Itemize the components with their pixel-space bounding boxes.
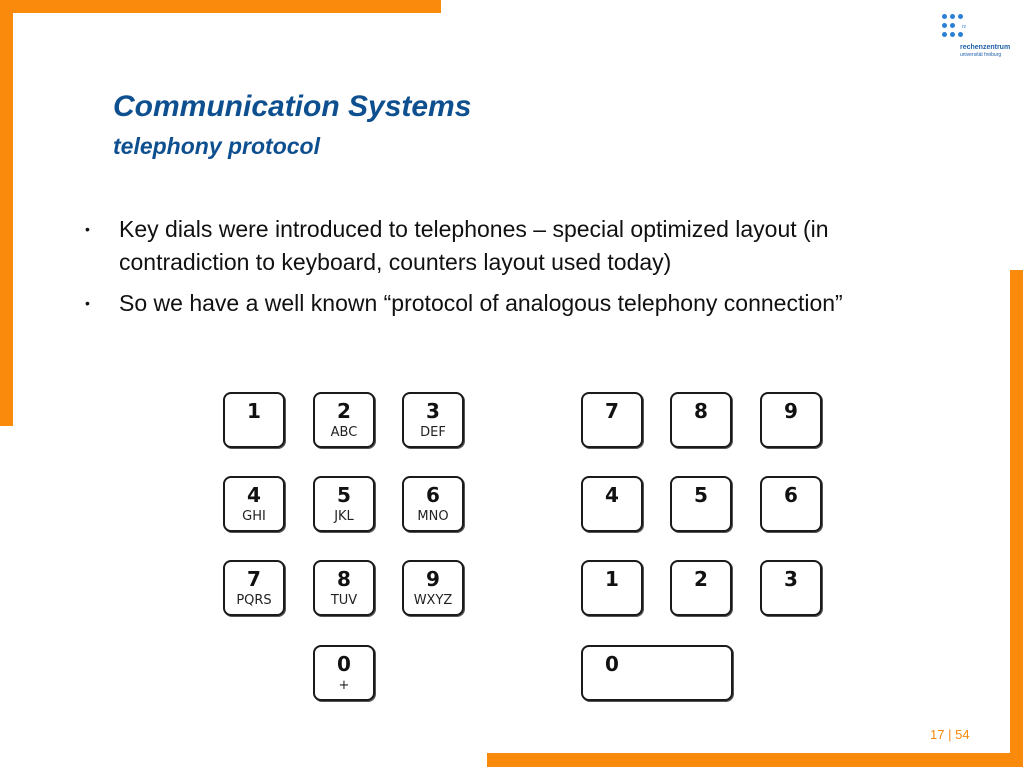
key-number: 8 [694, 399, 708, 423]
key-letters: JKL [334, 509, 354, 524]
key-letters: TUV [330, 593, 358, 608]
key-number: 6 [784, 483, 798, 507]
key-number: 4 [605, 483, 619, 507]
key-number: 0 [605, 652, 619, 676]
page-total: 54 [955, 727, 970, 742]
right-accent-bar [1010, 270, 1023, 767]
key-letters: ABC [330, 425, 358, 440]
phone-key-7 [223, 560, 285, 616]
key-number: 2 [337, 399, 351, 423]
numpad-key-2 [670, 560, 732, 616]
slide-subtitle: telephony protocol [113, 133, 320, 159]
phone-key-0 [313, 645, 375, 701]
key-number: 7 [247, 567, 261, 591]
numpad-key-0 [581, 645, 733, 701]
phone-key-5 [313, 476, 375, 532]
numpad-key-1 [581, 560, 643, 616]
key-number: 7 [605, 399, 619, 423]
bullet-text: Key dials were introduced to telephones – special optimized layout (in contradiction to keyboard, counters layout used today) [119, 216, 829, 275]
key-number: 6 [426, 483, 440, 507]
key-number: 8 [337, 567, 351, 591]
numpad-key-7 [581, 392, 643, 448]
bullet-marker: • [85, 221, 90, 237]
logo-subtitle: universität freiburg [960, 52, 1002, 58]
phone-key-6 [402, 476, 464, 532]
key-letters: WXYZ [413, 593, 453, 608]
key-number: 4 [247, 483, 261, 507]
key-number: 9 [426, 567, 440, 591]
phone-key-9 [402, 560, 464, 616]
key-letters: + [338, 678, 350, 693]
key-number: 5 [694, 483, 708, 507]
bullet-text: So we have a well known “protocol of analogous telephony connection” [119, 290, 843, 316]
rechenzentrum-logo [938, 14, 1010, 60]
numpad-key-4 [581, 476, 643, 532]
phone-key-3 [402, 392, 464, 448]
phone-key-1 [223, 392, 285, 448]
key-number: 1 [605, 567, 619, 591]
numpad-key-6 [760, 476, 822, 532]
phone-key-8 [313, 560, 375, 616]
bottom-accent-bar [487, 753, 1023, 767]
key-number: 9 [784, 399, 798, 423]
logo-rz-text: rz [962, 24, 967, 30]
numpad-key-8 [670, 392, 732, 448]
key-number: 0 [337, 652, 351, 676]
slide-title: Communication Systems [113, 90, 472, 123]
page-number [930, 727, 970, 742]
numpad-key-3 [760, 560, 822, 616]
top-accent-bar [0, 0, 441, 13]
key-number: 3 [784, 567, 798, 591]
key-number: 1 [247, 399, 261, 423]
bullet-marker: • [85, 295, 90, 311]
key-number: 3 [426, 399, 440, 423]
numpad-key-5 [670, 476, 732, 532]
left-accent-bar [0, 0, 13, 426]
key-number: 2 [694, 567, 708, 591]
phone-key-2 [313, 392, 375, 448]
phone-key-4 [223, 476, 285, 532]
page-current: 17 [930, 727, 945, 742]
key-number: 5 [337, 483, 351, 507]
key-letters: PQRS [236, 593, 272, 608]
logo-name: rechenzentrum [960, 44, 1011, 51]
page-separator: | [948, 727, 952, 742]
key-letters: GHI [242, 509, 266, 524]
numpad-key-9 [760, 392, 822, 448]
key-letters: MNO [417, 509, 449, 524]
key-letters: DEF [420, 425, 446, 440]
